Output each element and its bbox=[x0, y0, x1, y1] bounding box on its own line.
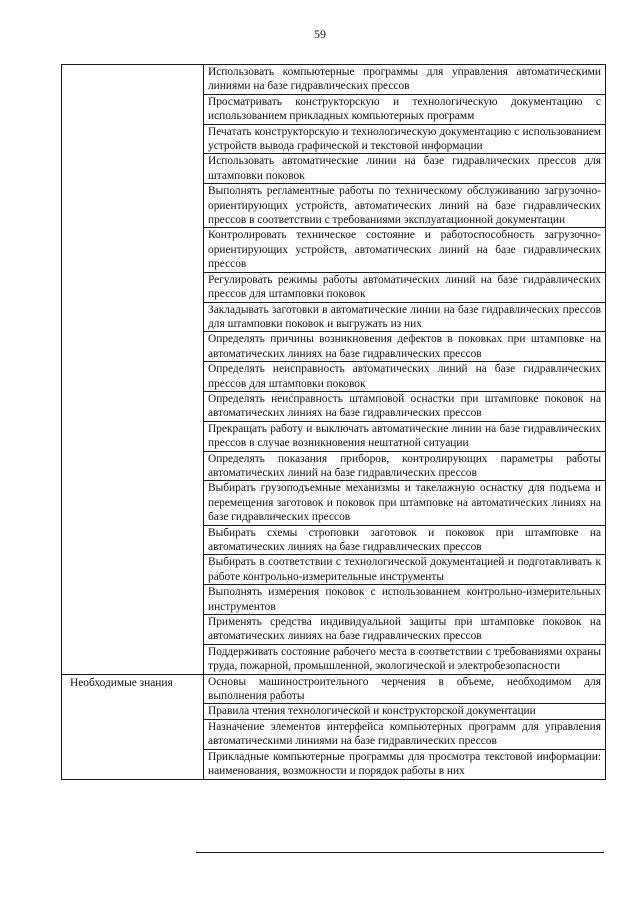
table-row bbox=[62, 65, 606, 95]
skill-item: Выбирать в соответствии с технологической документацией и подготавливать к работе контрольно-измерительные инструменты bbox=[204, 555, 606, 585]
skills-label bbox=[62, 65, 204, 675]
skill-item: Выбирать грузоподъемные механизмы и такелажную оснастку для подъема и перемещения заготовок и поковок при штамповке на автоматических линиях на базе гидравлических прессов bbox=[204, 481, 606, 525]
skill-item: Контролировать техническое состояние и работоспособность загрузочно-ориентирующих устройств, автоматических линий на базе гидравлических прессов bbox=[204, 228, 606, 272]
table-row bbox=[62, 674, 606, 704]
skill-item: Определять причины возникновения дефектов в поковках при штамповке на автоматических линиях на базе гидравлических прессов bbox=[204, 332, 606, 362]
skill-item: Выбирать схемы строповки заготовок и поковок при штамповке на автоматических линиях на базе гидравлических прессов bbox=[204, 525, 606, 555]
skill-item: Использовать автоматические линии на базе гидравлических прессов для штамповки поковок bbox=[204, 154, 606, 184]
skill-item: Прекращать работу и выключать автоматические линии на базе гидравлических прессов в случае возникновения нештатной ситуации bbox=[204, 421, 606, 451]
knowledge-item: Правила чтения технологической и конструкторской документации bbox=[204, 704, 606, 719]
requirements-table bbox=[61, 64, 606, 780]
skill-item: Выполнять регламентные работы по техническому обслуживанию загрузочно-ориентирующих устройств, автоматических линий на базе гидравлических прессов в соответствии с требованиями эксплуатационной документации bbox=[204, 184, 606, 228]
skill-item: Регулировать режимы работы автоматических линий на базе гидравлических прессов для штамповки поковок bbox=[204, 272, 606, 302]
skill-item: Выполнять измерения поковок с использованием контрольно-измерительных инструментов bbox=[204, 585, 606, 615]
knowledge-item: Прикладные компьютерные программы для просмотра текстовой информации: наименования, возможности и порядок работы в них bbox=[204, 749, 606, 779]
page-number: 59 bbox=[314, 27, 326, 41]
knowledge-item: Назначение элементов интерфейса компьютерных программ для управления автоматическими линиями на базе гидравлических прессов bbox=[204, 719, 606, 749]
skill-item: Поддерживать состояние рабочего места в соответствии с требованиями охраны труда, пожарной, промышленной, экологической и электробезопасности bbox=[204, 644, 606, 674]
skill-item: Определять неисправность штамповой оснастки при штамповке поковок на автоматических линиях на базе гидравлических прессов bbox=[204, 391, 606, 421]
knowledge-item: Основы машиностроительного черчения в объеме, необходимом для выполнения работы bbox=[204, 674, 606, 704]
skill-item: Закладывать заготовки в автоматические линии на базе гидравлических прессов для штамповки поковок и выгружать из них bbox=[204, 302, 606, 332]
skill-item: Просматривать конструкторскую и технологическую документацию с использованием прикладных компьютерных программ bbox=[204, 94, 606, 124]
knowledge-label: Необходимые знания bbox=[62, 674, 204, 779]
skill-item: Печатать конструкторскую и технологическую документацию с использованием устройств вывода графической и текстовой информации bbox=[204, 124, 606, 154]
skill-item: Определять показания приборов, контролирующих параметры работы автоматических линий на базе гидравлических прессов bbox=[204, 451, 606, 481]
skill-item: Применять средства индивидуальной защиты при штамповке поковок на автоматических линиях на базе гидравлических прессов bbox=[204, 615, 606, 645]
skill-item: Определять неисправность автоматических линий на базе гидравлических прессов для штамповки поковок bbox=[204, 362, 606, 392]
bottom-rule bbox=[196, 852, 604, 853]
skill-item: Использовать компьютерные программы для управления автоматическими линиями на базе гидравлических прессов bbox=[204, 65, 606, 95]
